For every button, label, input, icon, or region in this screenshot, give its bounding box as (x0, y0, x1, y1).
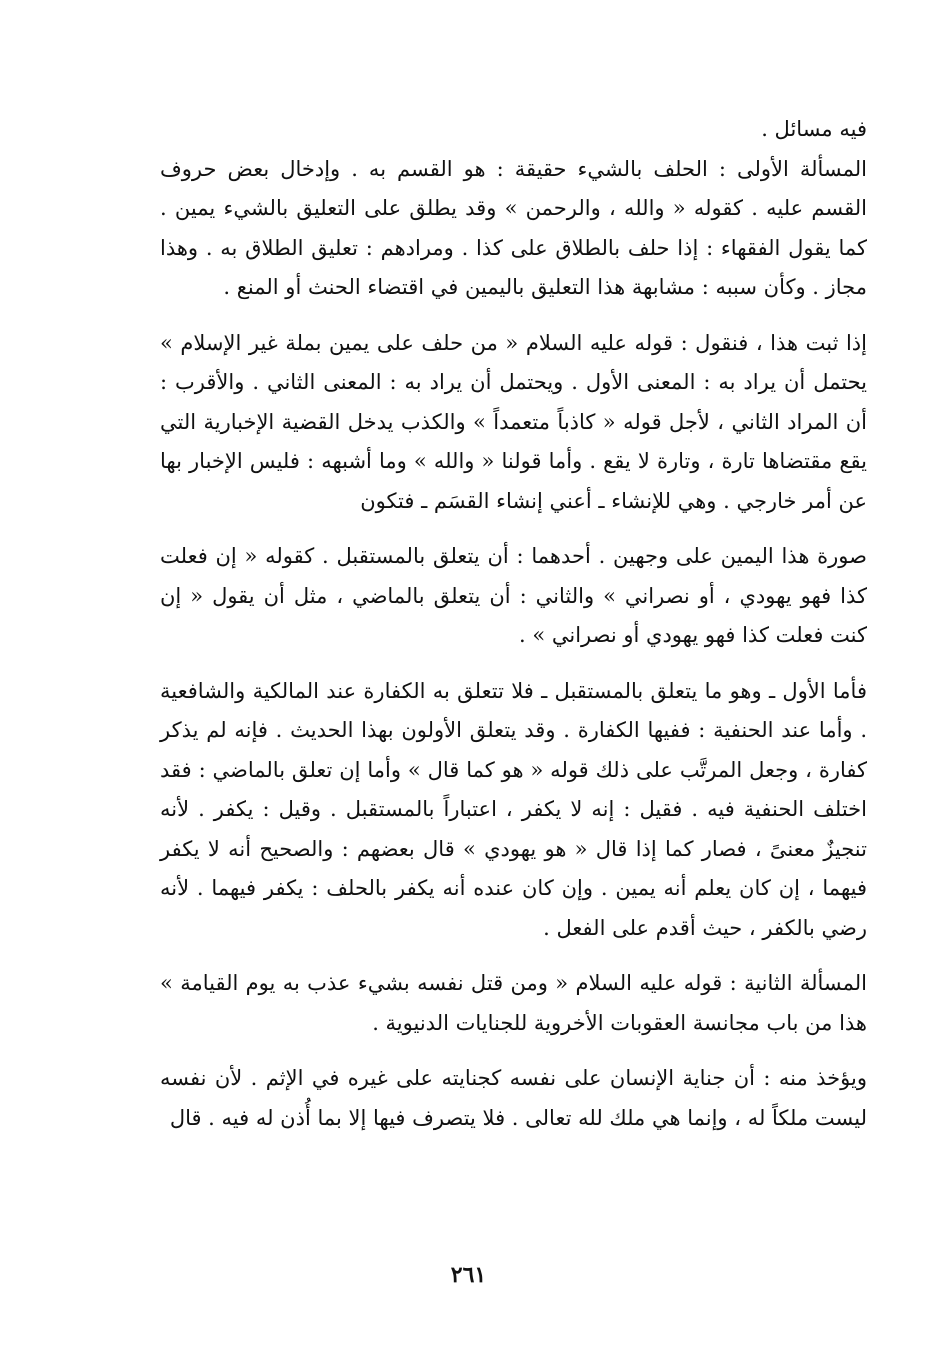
page-number: ٢٦١ (450, 1262, 487, 1288)
paragraph-two-forms: صورة هذا اليمين على وجهين . أحدهما : أن يتعلق بالمستقبل . كقوله « إن فعلت كذا فهو يهودي ، أو نصراني » والثاني : أن يتعلق بالماضي ، مثل أن يقول « إن كنت فعلت كذا فهو يهودي أو نصراني » . (160, 544, 867, 647)
page-text-block (160, 110, 867, 1310)
paragraph-first-issue: المسألة الأولى : الحلف بالشيء حقيقة : هو القسم به . وإدخال بعض حروف القسم عليه . كقوله « والله ، والرحمن » وقد يطلق على التعليق بالشيء يمين . كما يقول الفقهاء : إذا حلف بالطلاق على كذا . ومرادهم : تعليق الطلاق به . وهذا مجاز . وكأن سببه : مشابهة هذا التعليق باليمين في اقتضاء الحنث أو المنع . (160, 156, 867, 299)
paragraph-self-harm: ويؤخذ منه : أن جناية الإنسان على نفسه كجنايته على غيره في الإثم . لأن نفسه ليست ملكاً له ، وإنما هي ملك لله تعالى . فلا يتصرف فيها إلا بما أُذن له فيه . قال (160, 1066, 867, 1130)
paragraph-expiation: فأما الأول ـ وهو ما يتعلق بالمستقبل ـ فلا تتعلق به الكفارة عند المالكية والشافعية . وأما عند الحنفية : ففيها الكفارة . وقد يتعلق الأولون بهذا الحديث . فإنه لم يذكر كفارة ، وجعل المرتَّب على ذلك قوله « هو كما قال » وأما إن تعلق بالماضي : فقد اختلف الحنفية فيه . فقيل : إنه لا يكفر ، اعتباراً بالمستقبل . وقيل : يكفر . لأنه تنجيزٌ معنىً ، فصار كما إذا قال « هو يهودي » قال بعضهم : والصحيح أنه لا يكفر فيهما ، إن كان يعلم أنه يمين . وإن كان عنده أنه يكفر بالحلف : يكفر فيهما . لأنه رضي بالكفر ، حيث أقدم على الفعل . (160, 678, 867, 940)
paragraph-second-issue: المسألة الثانية : قوله عليه السلام « ومن قتل نفسه بشيء عذب به يوم القيامة » هذا من باب مجانسة العقوبات الأخروية للجنايات الدنيوية . (160, 971, 867, 1035)
paragraph-intro: فيه مسائل . (761, 117, 867, 141)
paragraph-hadith-discussion: إذا ثبت هذا ، فنقول : قوله عليه السلام « من حلف على يمين بملة غير الإسلام » يحتمل أن يراد به : المعنى الأول . ويحتمل أن يراد به : المعنى الثاني . والأقرب : أن المراد الثاني ، لأجل قوله « كاذباً متعمداً » والكذب يدخل القضية الإخبارية التي يقع مقتضاها تارة ، وتارة لا يقع . وأما قولنا « والله » وما أشبهه : فليس الإخبار بها عن أمر خارجي . وهي للإنشاء ـ أعني إنشاء القسَم ـ فتكون (160, 330, 867, 513)
